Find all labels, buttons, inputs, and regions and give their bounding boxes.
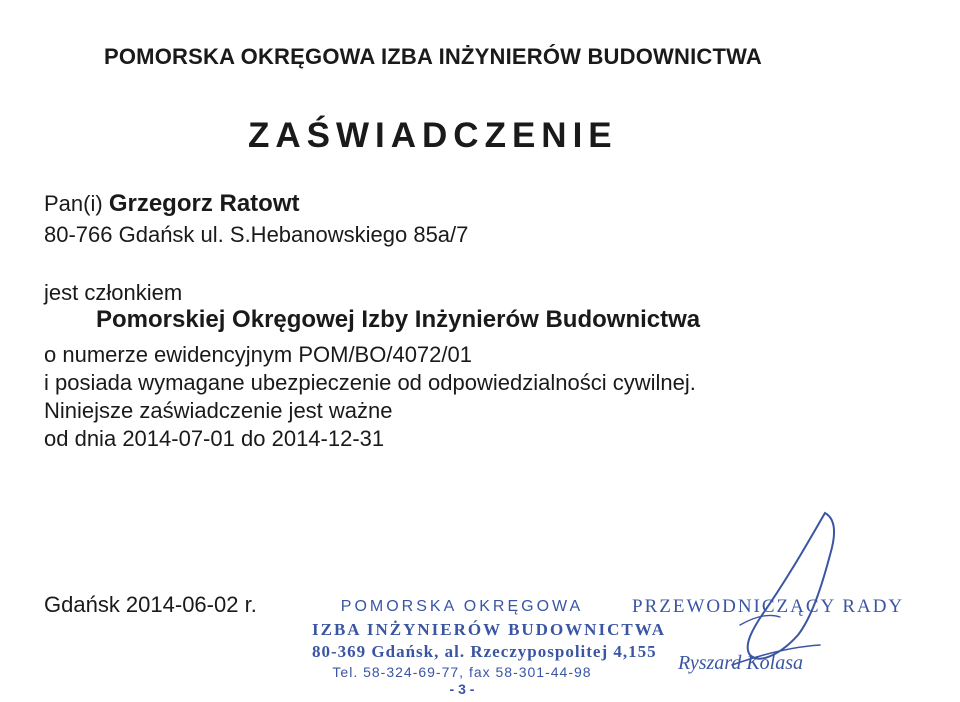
chamber-name: Pomorskiej Okręgowej Izby Inżynierów Budownictwa bbox=[96, 306, 701, 333]
stamp-line-1: POMORSKA OKRĘGOWA bbox=[340, 598, 584, 615]
date-from: 2014-07-01 bbox=[122, 426, 235, 451]
recipient-prefix: Pan(i) bbox=[44, 191, 103, 216]
stamp-line-2: IZBA INŻYNIERÓW BUDOWNICTWA bbox=[312, 620, 667, 639]
recipient-address: 80-766 Gdańsk ul. S.Hebanowskiego 85a/7 bbox=[44, 222, 469, 247]
member-text: jest członkiem bbox=[44, 280, 183, 305]
signatory-title: PRZEWODNICZĄCY RADY bbox=[632, 596, 905, 617]
stamp-line-3: 80-369 Gdańsk, al. Rzeczypospolitej 4,155 bbox=[312, 642, 657, 661]
stamp-line-4: Tel. 58-324-69-77, fax 58-301-44-98 bbox=[332, 664, 592, 680]
recipient-name: Grzegorz Ratowt bbox=[108, 190, 300, 217]
registration-number-text: o numerze ewidencyjnym POM/BO/4072/01 bbox=[44, 342, 472, 367]
stamp-line-5: - 3 - bbox=[449, 681, 475, 697]
organization-header: POMORSKA OKRĘGOWA IZBA INŻYNIERÓW BUDOWNICTWA bbox=[104, 44, 762, 69]
organization-stamp bbox=[312, 598, 667, 697]
document-title: ZAŚWIADCZENIE bbox=[248, 116, 618, 155]
issue-place-date: Gdańsk 2014-06-02 r. bbox=[44, 592, 257, 617]
date-from-label: od dnia bbox=[44, 426, 117, 451]
signatory-name: Ryszard Kolasa bbox=[678, 652, 804, 674]
date-to-label: do bbox=[240, 426, 266, 451]
validity-text: Niniejsze zaświadczenie jest ważne bbox=[44, 398, 393, 423]
recipient-line bbox=[44, 190, 300, 218]
date-to: 2014-12-31 bbox=[271, 426, 385, 451]
handwritten-signature-icon bbox=[720, 505, 850, 675]
insurance-text: i posiada wymagane ubezpieczenie od odpowiedzialności cywilnej. bbox=[44, 370, 696, 395]
validity-dates bbox=[44, 426, 384, 452]
